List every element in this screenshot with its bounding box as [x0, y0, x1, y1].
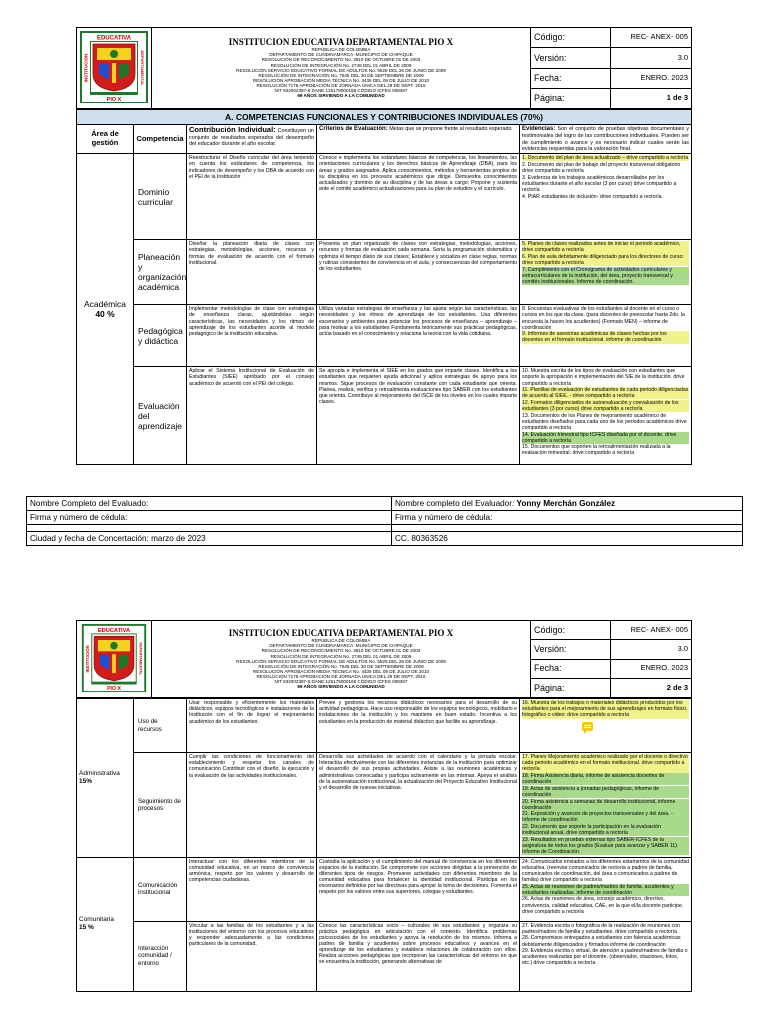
institution-info	[152, 28, 531, 109]
evidence-item: 9. Informes de asesorías académicas de clases hechas por los docentes en el formato institucional. informe de coordinación	[522, 331, 689, 343]
page-2	[76, 620, 692, 992]
area-administrativa: Administrativa 15%	[77, 699, 134, 858]
institution-info	[152, 621, 531, 698]
evidence-item: 24. Comunicados enviados a los diferentes estamentos de la comunidad educativa. (reenviar comunicados de rectoría a padres de familia, comunicados de coordinación, del área o comunicados a padres de familia) drive compartido a rectoría	[522, 858, 689, 883]
motto: 69 AÑOS SIRVIENDO A LA COMUNIDAD	[297, 684, 385, 690]
col-criterios-text: Metas que se propone frente al resultado esperado	[389, 126, 512, 133]
area-academica: Académica 40 %	[77, 154, 134, 465]
table-row	[77, 699, 692, 753]
signature-table	[26, 496, 743, 546]
version-value: 3.0	[611, 48, 692, 68]
evidencias-cell	[520, 305, 692, 367]
evaluado-name-field[interactable]: Nombre Completo del Evaluado:	[27, 497, 392, 511]
shield-logo-icon	[79, 30, 149, 104]
header-line: RESOLUCIÓN DE RECONOCIMIENTO No. 3910 DE OCTUBRE 01 DE 2003	[261, 57, 421, 63]
svg-text:INSTITUCION: INSTITUCION	[83, 53, 89, 83]
pagina-value: 1 de 3	[611, 88, 692, 108]
criterios-cell: Se apropia e implementa el SIEE en los grados que imparte clases. Identifica a los estudiantes que requieren ayuda adicional y aplica estrategias de apoyo para los mismos. Sigue procesos de evaluación constante con cada estudiante que orienta. Planea, realiza, verifica y retroalimenta evaluaciones tipo SABER con los estudiantes que orienta. Contribuye al mejoramiento del ISCE de los niveles en los cuales imparte clases.	[317, 367, 520, 465]
header-line: RESOLUCIÓN DE INTEGRACIÓN No. 7945 DEL 30 DE SEPTIEMBRE DE 2009	[258, 72, 424, 78]
evaluador-label: Nombre completo del Evaluador:	[395, 498, 515, 508]
evidence-item: 17. Planes Mejoramiento académico realizado por el docente o directivo cada periodo académico en el formato institucional. drive compartido a rectoría	[522, 754, 688, 773]
criterios-cell: Conoce e implementa los estándares básicos de competencia, los lineamientos, las orientaciones curriculares y los derechos básicos de Aprendizaje (DBA), para los áreas y grados asignados. Aplica conocimientos, métodos y herramientas propios de su disciplina en los procesos académicos que dirige. Demuestra conocimientos actualizados y dominio de su disciplina y de las áreas a cargo; Propone y sustenta ante el comité académico actualizaciones para su plan de estudios y el currículo.	[317, 154, 520, 240]
fecha-value: ENERO. 2023	[611, 659, 692, 678]
svg-text:EDUCATIVA: EDUCATIVA	[97, 627, 131, 634]
evidence-item: 21. Exposición y avances de proyectos transversales y del área. -Informe de coordinación	[522, 811, 689, 823]
header-table	[76, 620, 692, 698]
evidencias-cell	[520, 240, 692, 305]
evidence-item: 28. Compromisos entregados a estudiantes con falencia académicas debidamente diligenciados y firmados informe de coordinación	[522, 935, 681, 948]
competencia-cell: Pedagógica y didáctica	[134, 305, 187, 367]
pagina-value: 2 de 3	[611, 678, 692, 697]
svg-text:DEPARTAMENTAL: DEPARTAMENTAL	[138, 642, 143, 676]
header-line: RESOLUCIÓN APROBACIÓN MEDIA TÉCNICA No. 4436 DEL 09 DE JULIO DE 2010	[252, 77, 430, 83]
criterios-cell: Custodia la aplicación y el cumplimiento del manual de convivencia en los diferentes espacios de la institución. Se compromete con acciones dirigidas a la prevención de diferentes tipos de riesgos. Promueve actividades con diferentes miembros de la comunidad educativa para fortalecer la identidad institucional. Participa en los escenarios definidos por las directivas para apoyar la toma de decisiones. Fomenta el respeto por los valores entre sus superiores, colegas y estudiantes.	[317, 857, 520, 921]
competencias-table	[76, 109, 692, 465]
evidencias-cell	[520, 921, 692, 991]
competencia-cell: Seguimiento de procesos	[134, 753, 187, 858]
institution-logo	[77, 28, 152, 109]
contribucion-cell: Interactuar con los diferentes miembros de la comunidad educativa, en un marco de convivencia armónica, respeto por los valores y desarrollo de competencias ciudadanas.	[187, 857, 317, 921]
competencia-cell: Planeación y organización académica	[134, 240, 187, 305]
col-contribucion-text: Constituyen un conjunto de resultados esperados del desempeño del educador durante el año escolar.	[189, 128, 314, 148]
header-line: RESOLUCIÓN SERVICIO EDUCATIVO FORMAL DE ADULTOS No. 5528 DEL 26 DE JUNIO DE 2009	[236, 67, 446, 73]
col-criterios	[317, 125, 520, 154]
header-line: DEPARTAMENTO DE CUNDINAMARCA -MUNICIPIO DE CHIPAQUE	[269, 52, 413, 58]
table-row	[77, 240, 692, 305]
table-row	[77, 753, 692, 858]
institution-name: INSTITUCION EDUCATIVA DEPARTAMENTAL PIO X	[228, 627, 454, 638]
evidence-item: 22. Documento que soporte la participación en la evaluación institucional anual. drive compartido a rectoría	[522, 824, 689, 836]
evidencias-cell	[520, 699, 692, 753]
criterios-cell: Desarrolla sus actividades de acuerdo con el calendario y la jornada escolar. Interactúa efectivamente con las diferentes instancias de la institución para optimizar el desarrollo de sus propias actividades. Asiste a las reuniones académicas y administrativas convocadas y participa activamente en las mismas. Apoya el análisis de la autoevaluación institucional, la actualización del Proyecto Educativo Institucional y el desarrollo de nuevas iniciativas.	[317, 753, 520, 858]
ciudad-fecha-field[interactable]: Ciudad y fecha de Concertación: marzo de 2023	[27, 532, 392, 546]
criterios-cell: Conoce las características socio – culturales de sus estudiantes y organiza su práctica pedagógica en articulación con el contexto. Identifica problemas psicosociales de los estudiantes y apoya la resolución de los mismos. Informa a padres de familia y acudientes sobre procesos educativos y avances en el aprendizaje de los estudiantes y establece relaciones de colaboración con ellos. Realiza acciones pedagógicas que incorporan las características del entorno en que se encuentra la institución, generando alternativas de	[317, 921, 520, 991]
codigo-value: REC- ANEX- 005	[611, 621, 692, 640]
svg-text:EDUCATIVA: EDUCATIVA	[96, 35, 132, 42]
criterios-cell: Presenta un plan organizado de clases con estrategias, metodologías, acciones, recursos y formas de evaluación cada semana. Seria la programación sistemática y optimiza el tiempo diario de sus clases; Establece y socializa en clase reglas, normas y rutinas consistentes de convivencia en el aula, y consecuencias del comportamiento de los estudiantes.	[317, 240, 520, 305]
competencias-table-2	[76, 698, 692, 992]
header-line: RESOLUCIÓN APROBACIÓN MEDIA TÉCNICA No. 4436 DEL 09 DE JULIO DE 2010	[252, 668, 430, 674]
motto: 69 AÑOS SIRVIENDO A LA COMUNIDAD	[297, 93, 385, 99]
evidence-item: 15. Documentos que soporten la retroalimentación realizada a la evaluación trimestral: drive compartido a rectoría	[522, 444, 671, 457]
evidence-item: 4. PIAR estudiantes de inclusión- drive compartido a rectoría	[522, 193, 662, 200]
contribucion-cell: Reestructurar el Diseño curricular del área teniendo en cuenta los estándares de competencia, los indicadores de desempeño y los DBA de acuerdo con el PEI de la Institución	[187, 154, 317, 240]
page-1	[76, 27, 692, 465]
competencia-cell: Interacción comunidad / entorno	[134, 921, 187, 991]
evidence-item: 19. Actas de asistencia a jornadas pedagógicas, informe de coordinación	[522, 786, 689, 798]
col-competencia: Competencia	[134, 125, 187, 154]
header-line: RESOLUCIÓN 7178 APROBACIÓN DE JORNADA ÚNICA DEL 29 DE SEPT. 2016	[256, 83, 426, 89]
institution-name: INSTITUCION EDUCATIVA DEPARTAMENTAL PIO X	[228, 36, 454, 47]
evidence-item: 7. Cumplimiento con el Cronograma de actividades curriculares y extracurriculares de la institución, del área, proyecto transversal y comités institucionales. Informe de coordinación.	[522, 267, 689, 285]
evidencias-cell	[520, 367, 692, 465]
evidencias-cell	[520, 753, 692, 858]
fecha-label: Fecha:	[531, 68, 611, 88]
evidence-item: 1. Documento del plan de área actualizado – drive compartido a rectoría	[522, 155, 689, 162]
competencia-cell: Comunicación institucional	[134, 857, 187, 921]
codigo-label: Código:	[531, 621, 611, 640]
codigo-label: Código:	[531, 28, 611, 48]
institution-logo	[77, 621, 152, 698]
table-row	[77, 367, 692, 465]
codigo-value: REC- ANEX- 005	[611, 28, 692, 48]
svg-text:PIO X: PIO X	[106, 97, 122, 103]
evaluador-firma-field[interactable]: Firma y número de cédula:	[392, 511, 743, 525]
contribucion-cell: Cumplir las condiciones de funcionamiento del establecimiento y respetar los canales de comunicación Contribuir con el diseño, la ejecución y la evaluación de las actividades institucionales.	[187, 753, 317, 858]
pagina-label: Página:	[531, 88, 611, 108]
fecha-label: Fecha:	[531, 659, 611, 678]
version-label: Versión:	[531, 48, 611, 68]
header-line: RESOLUCIÓN DE INTEGRACIÓN No. 2749 DEL 01 ABRIL DE 2009	[270, 653, 412, 659]
evidencias-cell	[520, 154, 692, 240]
evaluador-name: Yonny Merchán González	[516, 498, 616, 508]
evidence-item: 11. Planillas de evaluación de estudiantes de cada periodo diligenciadas de acuerdo al SIEE. - drive compartido a rectoría	[522, 387, 689, 400]
header-line: DEPARTAMENTO DE CUNDINAMARCA -MUNICIPIO DE CHIPAQUE	[269, 643, 413, 649]
evidence-item: 8. Encuestas evaluativas de los estudiantes al docente en el curso o cursos en los que da clase. (para docentes de preescolar hasta 2do. la encuesta la hacen los acudientes) (Formato MEN) – informe de coordinación	[522, 306, 685, 331]
evidence-item: 18. Firma Asistencia diaria, informe de asistencia docentes de coordinación	[522, 773, 689, 785]
criterios-cell: Utiliza variadas estrategias de enseñanza y las ajusta según las características, las necesidades y los ritmos de aprendizaje de los estudiantes. Usa diferentes escenarios y ambientes para potenciar los procesos de enseñanza – aprendizaje – para motivar a los estudiantes Fundamenta teóricamente sus prácticas pedagógicas, actúa basado en el conocimiento y relaciona la teoría con la vida cotidiana.	[317, 305, 520, 367]
svg-text:PIO X: PIO X	[107, 686, 121, 693]
table-row	[77, 921, 692, 991]
cedula-field[interactable]: CC. 80363526	[392, 532, 743, 546]
table-row	[77, 857, 692, 921]
competencia-cell: Evaluación del aprendizaje	[134, 367, 187, 465]
evidence-item: 29. Evidencia escrita o virtual, de atención a padres/madres de familia o acudientes realizadas por el docente. (observador, citaciones, fotos, etc.) drive compartido a rectoría	[522, 948, 688, 967]
evidence-item: 12. Formatos diligenciados de autoevaluación y coevaluación de los estudiantes (3 por curso) drive compartido a rectoría	[522, 400, 689, 412]
contribucion-cell: Aplicar el Sistema Institucional de Evaluación de Estudiantes (SIEE) aprobado por el consejo académico de acuerdo con el PEI del colegio.	[187, 367, 317, 465]
table-row	[77, 305, 692, 367]
col-evidencias	[520, 125, 692, 154]
evidence-item: 2. Documento del plan de trabajo del proyecto transversal obligatorio drive compartido a rectoría	[522, 161, 681, 175]
version-label: Versión:	[531, 640, 611, 659]
col-criterios-title: Criterios de Evaluación:	[319, 126, 388, 133]
pagina-label: Página:	[531, 678, 611, 697]
evidence-item: 27. Evidencia escrita o fotográfica de la realización de reuniones con padres/madres de familia y estudiantes. drive compartido a rectoría	[522, 922, 681, 935]
section-title: A. COMPETENCIAS FUNCIONALES Y CONTRIBUCIONES INDIVIDUALES (70%)	[77, 110, 692, 125]
evaluador-name-field[interactable]	[392, 497, 743, 511]
evidence-item: 26. Actas de reuniones de área, consejo académico, directivo, convivencia, calidad educativa, CAE, en la que el/la docente participe. drive compartido a rectoría	[522, 896, 684, 915]
header-table	[76, 27, 692, 109]
header-line: NIT 832002397-6 DANE 125178000168 CÓDIGO ICFES 008367	[274, 88, 408, 94]
header-line: REPÚBLICA DE COLOMBIA	[311, 47, 371, 53]
header-line: NIT 832002397-6 DANE 125178000168 CÓDIGO ICFES 008367	[274, 679, 408, 685]
evidence-item: 5. Planes de clases realizados antes de iniciar el periodo académico, drive compartido a rectoría	[522, 241, 689, 253]
svg-text:DEPARTAMENTAL: DEPARTAMENTAL	[140, 50, 145, 86]
table-row	[77, 154, 692, 240]
evaluado-firma-field[interactable]: Firma y número de cédula:	[27, 511, 392, 525]
evidence-item: 6. Plan de aula debidamente diligenciado para los directores de curso: drive compartido a rectoría	[522, 254, 689, 266]
evidence-item: 23. Resultados en pruebas externas tipo SABER-ICFES de la asignatura de todos los grados (Evaluar para avanzar y SABER 11). Informe de Coordinación.	[522, 837, 689, 855]
evidence-item: 3. Evidencia de los trabajos académicos desarrollados por los estudiantes durante el año escolar (3 por curso) drive compartido a rectoría	[522, 174, 677, 193]
contribucion-cell: Vincular a las familias de los estudiantes y a las instituciones del entorno con los procesos educativos y responder adecuadamente a las condiciones particulares de la comunidad.	[187, 921, 317, 991]
header-line: REPÚBLICA DE COLOMBIA	[311, 638, 371, 644]
evidence-item: 25. Actas de reuniones de padres/madres de familia, acudientes y estudiantes realizadas. informe de coordinación	[522, 884, 689, 896]
evidence-item: 14. Evaluación trimestral tipo ICFES diseñada por el docente. drive compartido a rectoría	[522, 432, 689, 444]
col-evidencias-text: Son el conjunto de pruebas objetivas documentales y testimoniales del logro de las contribuciones individuales. Pueden ser de cumplimiento o avance y es necesario indicar cuales serán las evidencias requeridas para la valoración final.	[522, 126, 689, 152]
header-line: RESOLUCIÓN DE INTEGRACIÓN No. 7945 DEL 30 DE SEPTIEMBRE DE 2009	[258, 663, 424, 669]
fecha-value: ENERO. 2023	[611, 68, 692, 88]
contribucion-cell: Usar responsable y eficientemente los materiales didácticos, equipos tecnológicos e instalaciones de la Institución con el fin de lograr el mejoramiento académico de los estudiantes.	[187, 699, 317, 753]
shield-logo-icon	[79, 623, 149, 693]
comment-icon[interactable]	[582, 722, 593, 731]
evidence-item: 10. Muestra escrita de los tipos de evaluación con estudiantes que soporte la apropiación e implementación del SIE de la institución. drive compartido a rectoría	[522, 368, 685, 387]
contribucion-cell: Implementar metodologías de clase con estrategias de enseñanza claras, ajustándolas según características, las necesidades y los ritmos de aprendizaje de los estudiantes acorde al modelo pedagógico de la institución educativa.	[187, 305, 317, 367]
col-contribucion	[187, 125, 317, 154]
header-line: RESOLUCIÓN 7178 APROBACIÓN DE JORNADA ÚNICA DEL 29 DE SEPT. 2016	[256, 674, 426, 680]
criterios-cell: Prevee y gestiona los recursos didácticos necesarios para el desarrollo de su actividad pedagógica. Hace uso responsable de los equipos tecnológicos, mobiliario e instalaciones de la institución y los mantiene en buen estado. Incentiva a los estudiantes en la producción de material didáctico que facilite su aprendizaje.	[317, 699, 520, 753]
col-evidencias-title: Evidencias:	[522, 126, 556, 133]
evidence-item: 13. Documentos de los Planes de mejoramiento académico de estudiantes diseñados para cada uno de los periodos académicos drive compartido a rectoría	[522, 412, 687, 431]
header-line: RESOLUCIÓN DE RECONOCIMIENTO No. 3910 DE OCTUBRE 01 DE 2003	[261, 648, 421, 654]
competencia-cell: Dominio curricular	[134, 154, 187, 240]
header-line: RESOLUCIÓN SERVICIO EDUCATIVO FORMAL DE ADULTOS No. 5528 DEL 26 DE JUNIO DE 2009	[236, 658, 446, 664]
header-line: RESOLUCIÓN DE INTEGRACIÓN No. 2749 DEL 01 ABRIL DE 2009	[270, 62, 412, 68]
evidence-item: 20. Firma asistencia a semanas de desarrollo institucional, informe coordinación	[522, 799, 689, 811]
contribucion-cell: Diseñar la planeación diaria de clases con estrategias, metodologías, acciones, recursos y formas de evaluación de acuerdo con el formato institucional.	[187, 240, 317, 305]
competencia-cell: Uso de recursos	[134, 699, 187, 753]
svg-text:INSTITUCION: INSTITUCION	[84, 645, 90, 673]
evidence-item: 16. Muestra de los trabajos o materiales didácticos producidos por los estudiantes para el mejoramiento de sus aprendizajes en formato físico, fotográfico o video: drive compartido a rectoría	[522, 700, 688, 719]
col-area: Área de gestión	[77, 125, 134, 154]
col-contribucion-title: Contribución Individual:	[189, 125, 276, 135]
evidencias-cell	[520, 857, 692, 921]
area-comunitaria: Comunitaria 15 %	[77, 857, 134, 991]
version-value: 3.0	[611, 640, 692, 659]
